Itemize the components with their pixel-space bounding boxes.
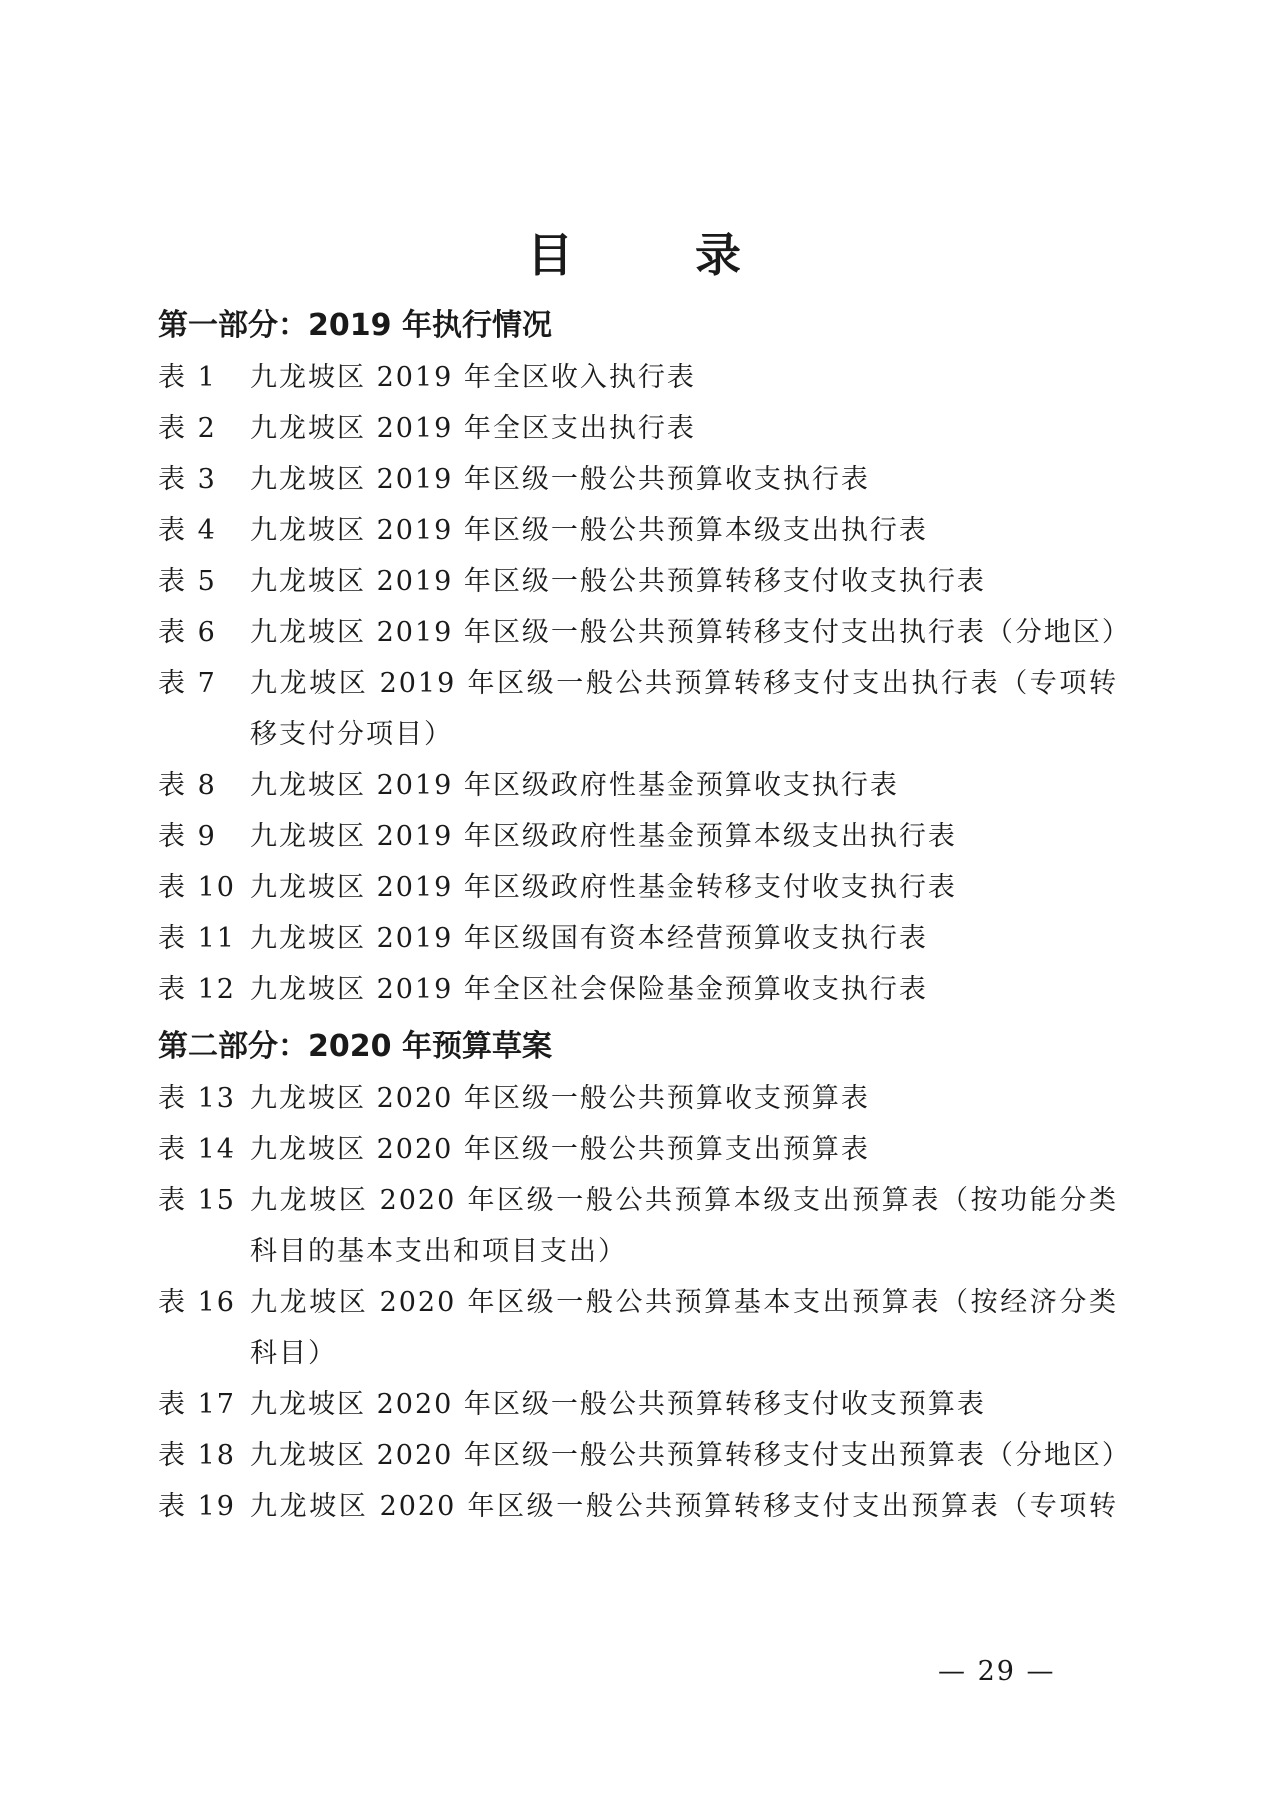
toc-entry-15 (158, 1175, 1118, 1277)
toc-entry-16 (158, 1277, 1118, 1379)
toc-entry-title: 九龙坡区 2019 年区级一般公共预算收支执行表 (250, 464, 870, 495)
section-heading-part1: 第一部分：2019 年执行情况 (158, 308, 552, 343)
toc-entry-number: 表 2 (158, 413, 217, 444)
toc-entry-title-continued: 科目的基本支出和项目支出） (250, 1236, 627, 1267)
toc-entry-number: 表 5 (158, 566, 217, 597)
toc-entry-title: 九龙坡区 2020 年区级一般公共预算收支预算表 (250, 1083, 870, 1114)
toc-entry-title-wrap (250, 1277, 1118, 1379)
toc-entry-title: 九龙坡区 2019 年区级政府性基金转移支付收支执行表 (250, 872, 957, 903)
toc-entry-title: 九龙坡区 2019 年全区支出执行表 (250, 413, 696, 444)
toc-entry-title: 九龙坡区 2019 年区级国有资本经营预算收支执行表 (250, 923, 928, 954)
toc-entry-number: 表 1 (158, 362, 217, 393)
toc-entry-title: 九龙坡区 2020 年区级一般公共预算转移支付支出预算表（分地区） (250, 1440, 1131, 1471)
toc-entry-2 (158, 403, 1118, 454)
toc-entry-7 (158, 658, 1118, 760)
toc-entry-18 (158, 1430, 1131, 1481)
toc-entry-title: 九龙坡区 2020 年区级一般公共预算转移支付收支预算表 (250, 1389, 986, 1420)
toc-entry-number: 表 3 (158, 464, 217, 495)
toc-entry-title-continued: 科目） (250, 1338, 337, 1369)
toc-entry-title: 九龙坡区 2020 年区级一般公共预算本级支出预算表（按功能分类 (250, 1185, 1118, 1216)
toc-entry-title: 九龙坡区 2019 年区级政府性基金预算收支执行表 (250, 770, 899, 801)
toc-entry-9 (158, 811, 1118, 862)
toc-entry-title-continued: 移支付分项目） (250, 719, 453, 750)
toc-entry-number: 表 14 (158, 1134, 236, 1165)
toc-entry-19 (158, 1481, 1118, 1532)
toc-entry-title: 九龙坡区 2019 年全区收入执行表 (250, 362, 696, 393)
toc-entry-number: 表 15 (158, 1185, 236, 1216)
toc-entry-14 (158, 1124, 1118, 1175)
toc-entry-title-wrap (250, 1175, 1118, 1277)
toc-entry-number: 表 6 (158, 617, 217, 648)
toc-entry-title: 九龙坡区 2019 年区级政府性基金预算本级支出执行表 (250, 821, 957, 852)
page-title: 目 录 (527, 228, 779, 282)
toc-entry-title: 九龙坡区 2020 年区级一般公共预算支出预算表 (250, 1134, 870, 1165)
toc-entry-number: 表 18 (158, 1440, 236, 1471)
toc-entry-number: 表 10 (158, 872, 236, 903)
toc-entry-5 (158, 556, 1118, 607)
toc-entry-title: 九龙坡区 2019 年区级一般公共预算本级支出执行表 (250, 515, 928, 546)
toc-entry-17 (158, 1379, 1118, 1430)
toc-entry-6 (158, 607, 1131, 658)
toc-entry-title: 九龙坡区 2020 年区级一般公共预算转移支付支出预算表（专项转 (250, 1491, 1118, 1522)
toc-entry-number: 表 11 (158, 923, 236, 954)
toc-entry-title-wrap (250, 658, 1118, 760)
toc-entry-number: 表 9 (158, 821, 217, 852)
toc-entry-3 (158, 454, 1118, 505)
toc-entry-13 (158, 1073, 1118, 1124)
toc-entry-title: 九龙坡区 2019 年区级一般公共预算转移支付收支执行表 (250, 566, 986, 597)
toc-entry-number: 表 4 (158, 515, 217, 546)
toc-entry-title: 九龙坡区 2019 年区级一般公共预算转移支付支出执行表（分地区） (250, 617, 1131, 648)
toc-entry-number: 表 12 (158, 974, 236, 1005)
toc-entry-number: 表 13 (158, 1083, 236, 1114)
toc-entry-11 (158, 913, 1118, 964)
toc-entry-title: 九龙坡区 2019 年区级一般公共预算转移支付支出执行表（专项转 (250, 668, 1118, 699)
toc-entry-title: 九龙坡区 2019 年全区社会保险基金预算收支执行表 (250, 974, 928, 1005)
toc-entry-number: 表 17 (158, 1389, 236, 1420)
toc-entry-number: 表 16 (158, 1287, 236, 1318)
table-of-contents (158, 300, 1131, 1532)
section-heading-part2: 第二部分：2020 年预算草案 (158, 1029, 552, 1064)
toc-entry-12 (158, 964, 1118, 1015)
toc-entry-4 (158, 505, 1118, 556)
toc-entry-8 (158, 760, 1118, 811)
toc-entry-10 (158, 862, 1118, 913)
toc-entry-title: 九龙坡区 2020 年区级一般公共预算基本支出预算表（按经济分类 (250, 1287, 1118, 1318)
toc-entry-number: 表 8 (158, 770, 217, 801)
toc-entry-number: 表 7 (158, 668, 217, 699)
toc-entry-number: 表 19 (158, 1491, 236, 1522)
toc-entry-1 (158, 352, 1118, 403)
page-number: — 29 — (938, 1656, 1056, 1687)
